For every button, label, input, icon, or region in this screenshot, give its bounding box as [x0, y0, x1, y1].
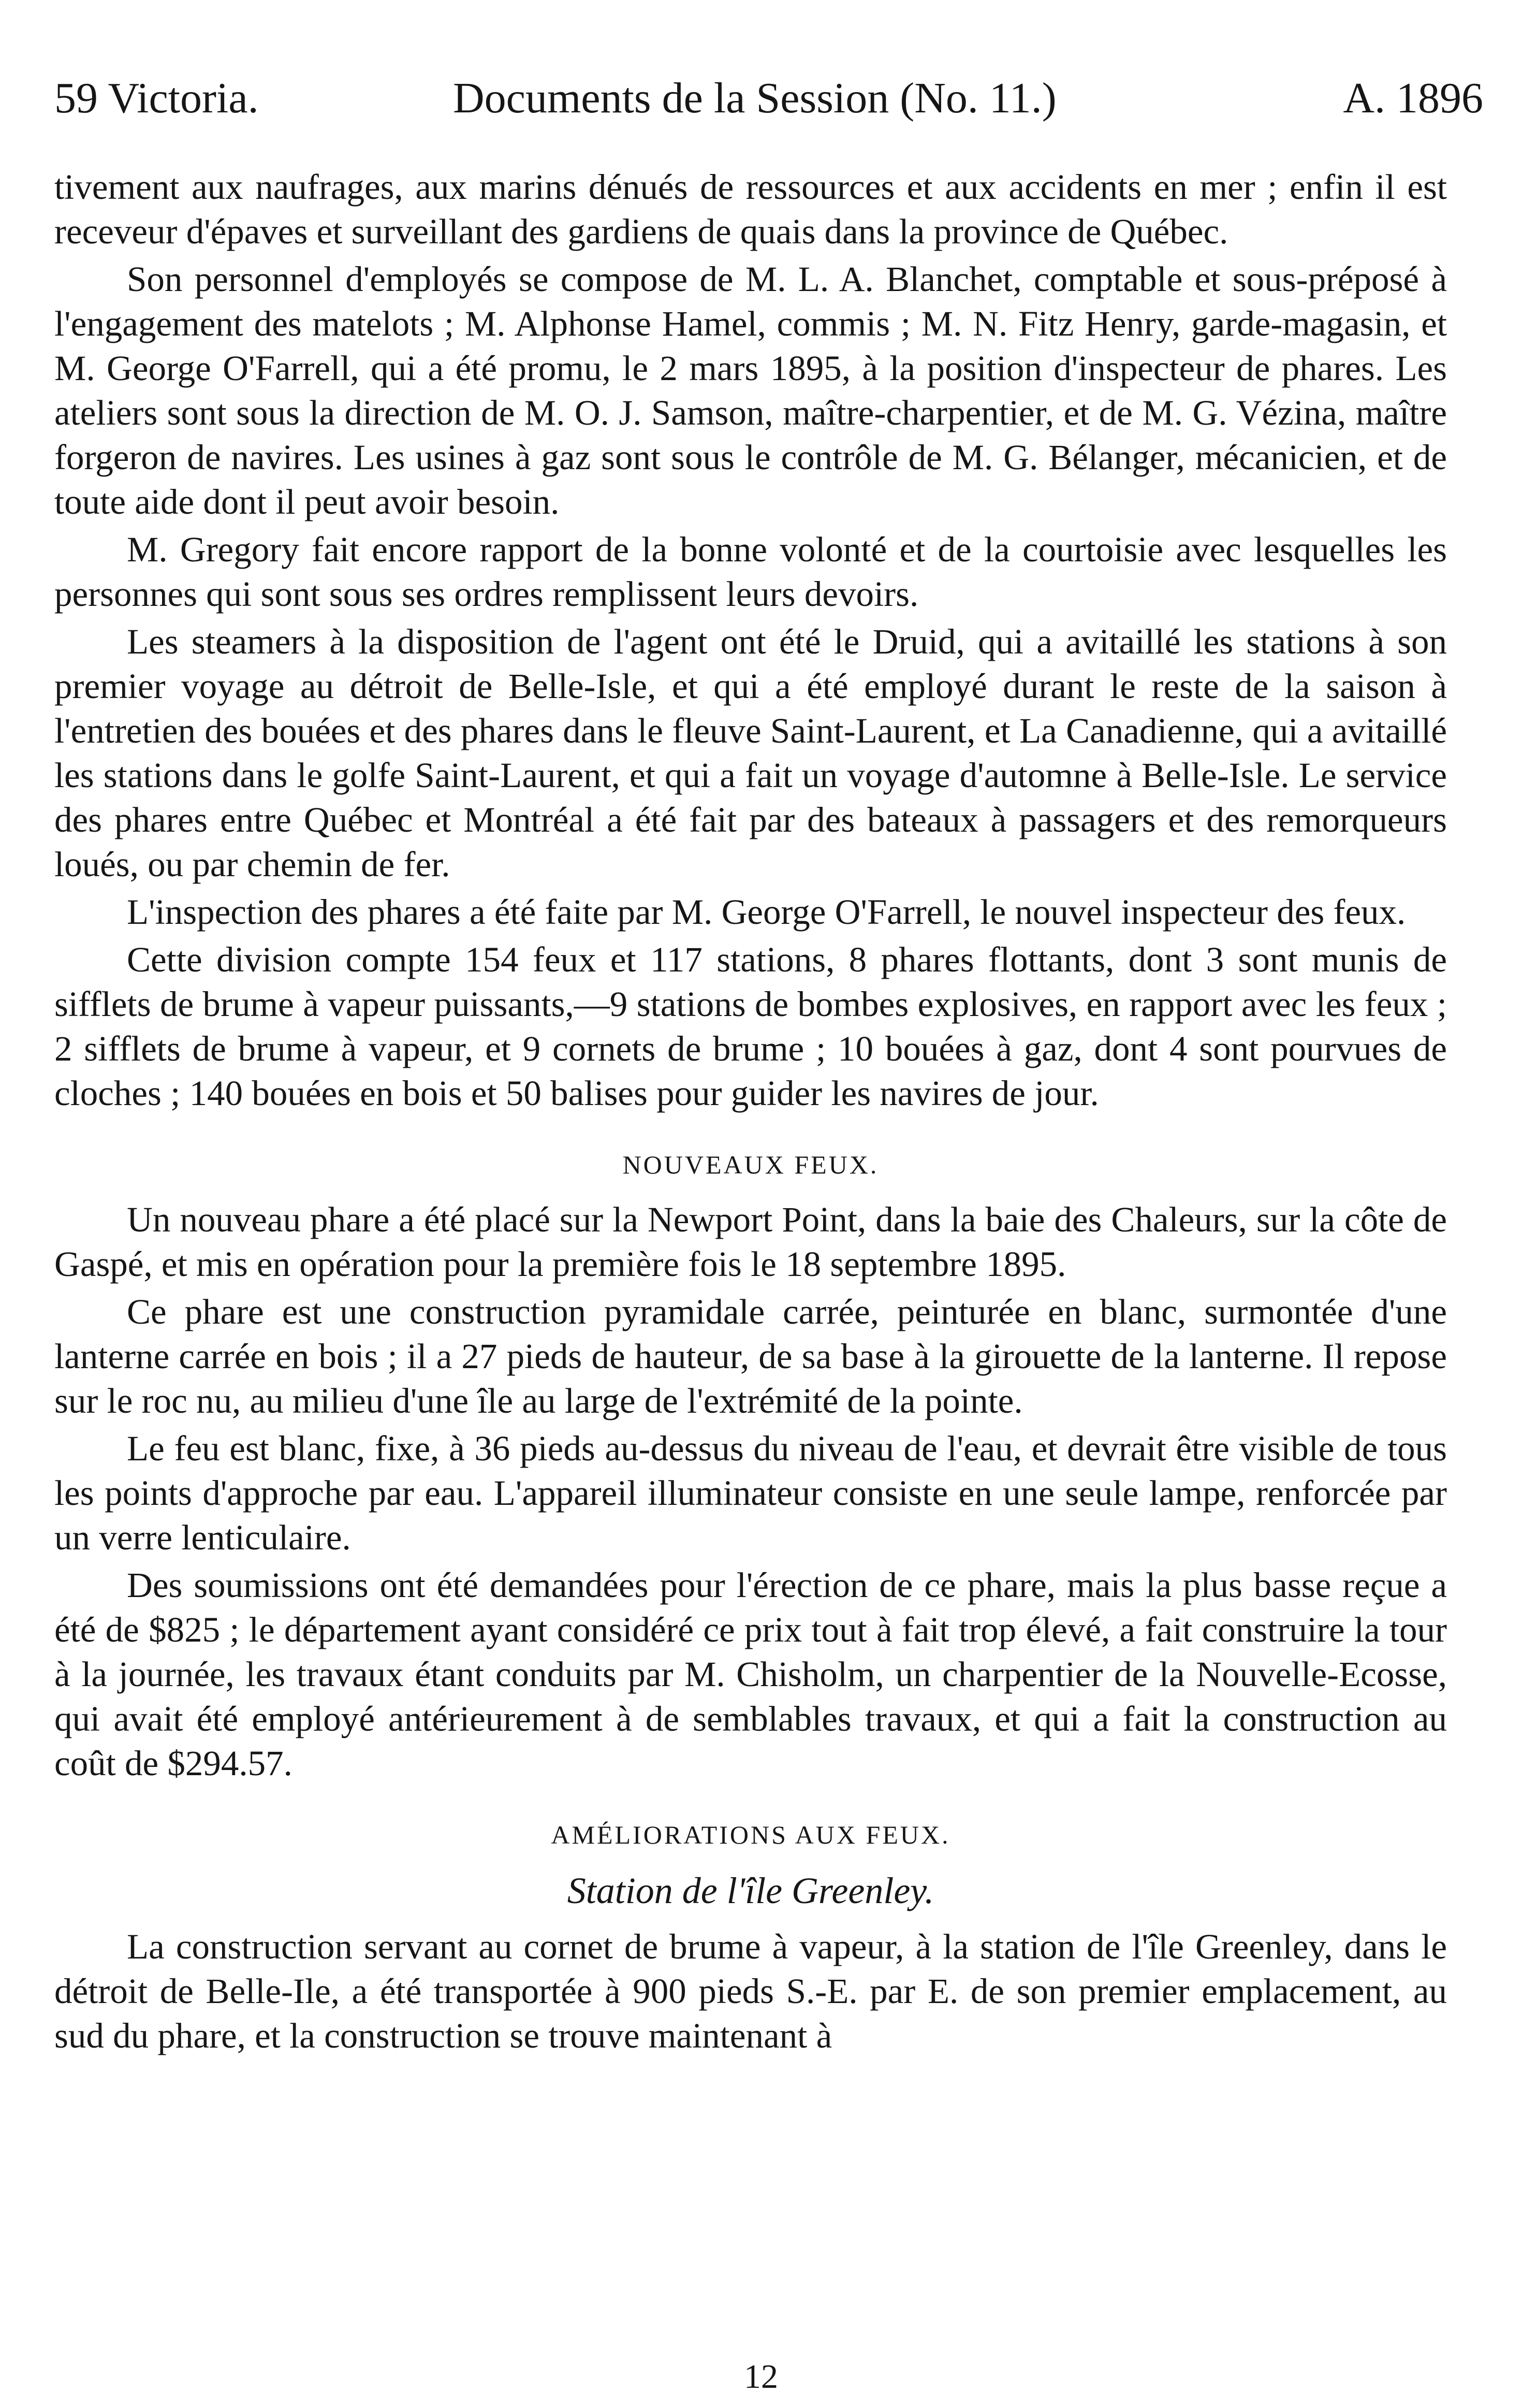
- paragraph: Son personnel d'employés se compose de M. L. A. Blanchet, comptable et sous-préposé à l'engagement des matelots ; M. Alphonse Hamel, commis ; M. N. Fitz Henry, garde-magasin, et M. George O'Farrell, qui a été promu, le 2 mars 1895, à la position d'inspecteur de phares. Les ateliers sont sous la direction de M. O. J. Samson, maître-charpentier, et de M. G. Vézina, maître forgeron de navires. Les usines à gaz sont sous le contrôle de M. G. Bélanger, mécanicien, et de toute aide dont il peut avoir besoin.: [54, 259, 1447, 521]
- body-text: [54, 165, 1447, 2061]
- paragraph: L'inspection des phares a été faite par M. George O'Farrell, le nouvel inspecteur des feux.: [127, 892, 1406, 932]
- paragraph: Le feu est blanc, fixe, à 36 pieds au-dessus du niveau de l'eau, et devrait être visible de tous les points d'approche par eau. L'appareil illuminateur consiste en une seule lampe, renforcée par un verre lenticulaire.: [54, 1429, 1447, 1557]
- paragraph: Cette division compte 154 feux et 117 stations, 8 phares flottants, dont 3 sont munis de sifflets de brume à vapeur puissants,—9 stations de bombes explosives, en rapport avec les feux ; 2 sifflets de brume à vapeur, et 9 cornets de brume ; 10 bouées à gaz, dont 4 sont pourvues de cloches ; 140 bouées en bois et 50 balises pour guider les navires de jour.: [54, 940, 1447, 1113]
- paragraph: Un nouveau phare a été placé sur la Newport Point, dans la baie des Chaleurs, sur la côte de Gaspé, et mis en opération pour la première fois le 18 septembre 1895.: [54, 1200, 1447, 1284]
- page-number: 12: [744, 2358, 778, 2396]
- header-year: A. 1896: [1343, 74, 1483, 122]
- header-title: Documents de la Session (No. 11.): [453, 74, 1057, 122]
- paragraph: La construction servant au cornet de brume à vapeur, à la station de l'île Greenley, dans le détroit de Belle-Ile, a été transportée à 900 pieds S.-E. par E. de son premier emplacement, au sud du phare, et la construction se trouve maintenant à: [54, 1927, 1447, 2055]
- paragraph: M. Gregory fait encore rapport de la bonne volonté et de la courtoisie avec lesquelles les personnes qui sont sous ses ordres remplissent leurs devoirs.: [54, 530, 1447, 614]
- section-heading-nouveaux-feux: NOUVEAUX FEUX.: [622, 1150, 879, 1179]
- paragraph: tivement aux naufrages, aux marins dénués de ressources et aux accidents en mer ; enfin il est receveur d'épaves et surveillant des gardiens de quais dans la province de Québec.: [54, 167, 1447, 251]
- running-header: [54, 74, 1483, 122]
- paragraph: Des soumissions ont été demandées pour l'érection de ce phare, mais la plus basse reçue a été de $825 ; le département ayant considéré ce prix tout à fait trop élevé, a fait construire la tour à la journée, les travaux étant conduits par M. Chisholm, un charpentier de la Nouvelle-Ecosse, qui avait été employé antérieurement à de semblables travaux, et qui a fait la construction au coût de $294.57.: [54, 1565, 1447, 1783]
- subheading-station-greenley: Station de l'île Greenley.: [567, 1870, 934, 1911]
- section-heading-ameliorations: AMÉLIORATIONS AUX FEUX.: [551, 1820, 950, 1849]
- paragraph: Les steamers à la disposition de l'agent ont été le Druid, qui a avitaillé les stations à son premier voyage au détroit de Belle-Isle, et qui a été employé durant le reste de la saison à l'entretien des bouées et des phares dans le fleuve Saint-Laurent, et La Canadienne, qui a avitaillé les stations dans le golfe Saint-Laurent, et qui a fait un voyage d'automne à Belle-Isle. Le service des phares entre Québec et Montréal a été fait par des bateaux à passagers et des remorqueurs loués, ou par chemin de fer.: [54, 622, 1447, 884]
- paragraph: Ce phare est une construction pyramidale carrée, peinturée en blanc, surmontée d'une lanterne carrée en bois ; il a 27 pieds de hauteur, de sa base à la girouette de la lanterne. Il repose sur le roc nu, au milieu d'une île au large de l'extrémité de la pointe.: [54, 1292, 1447, 1420]
- header-volume: 59 Victoria.: [54, 74, 259, 122]
